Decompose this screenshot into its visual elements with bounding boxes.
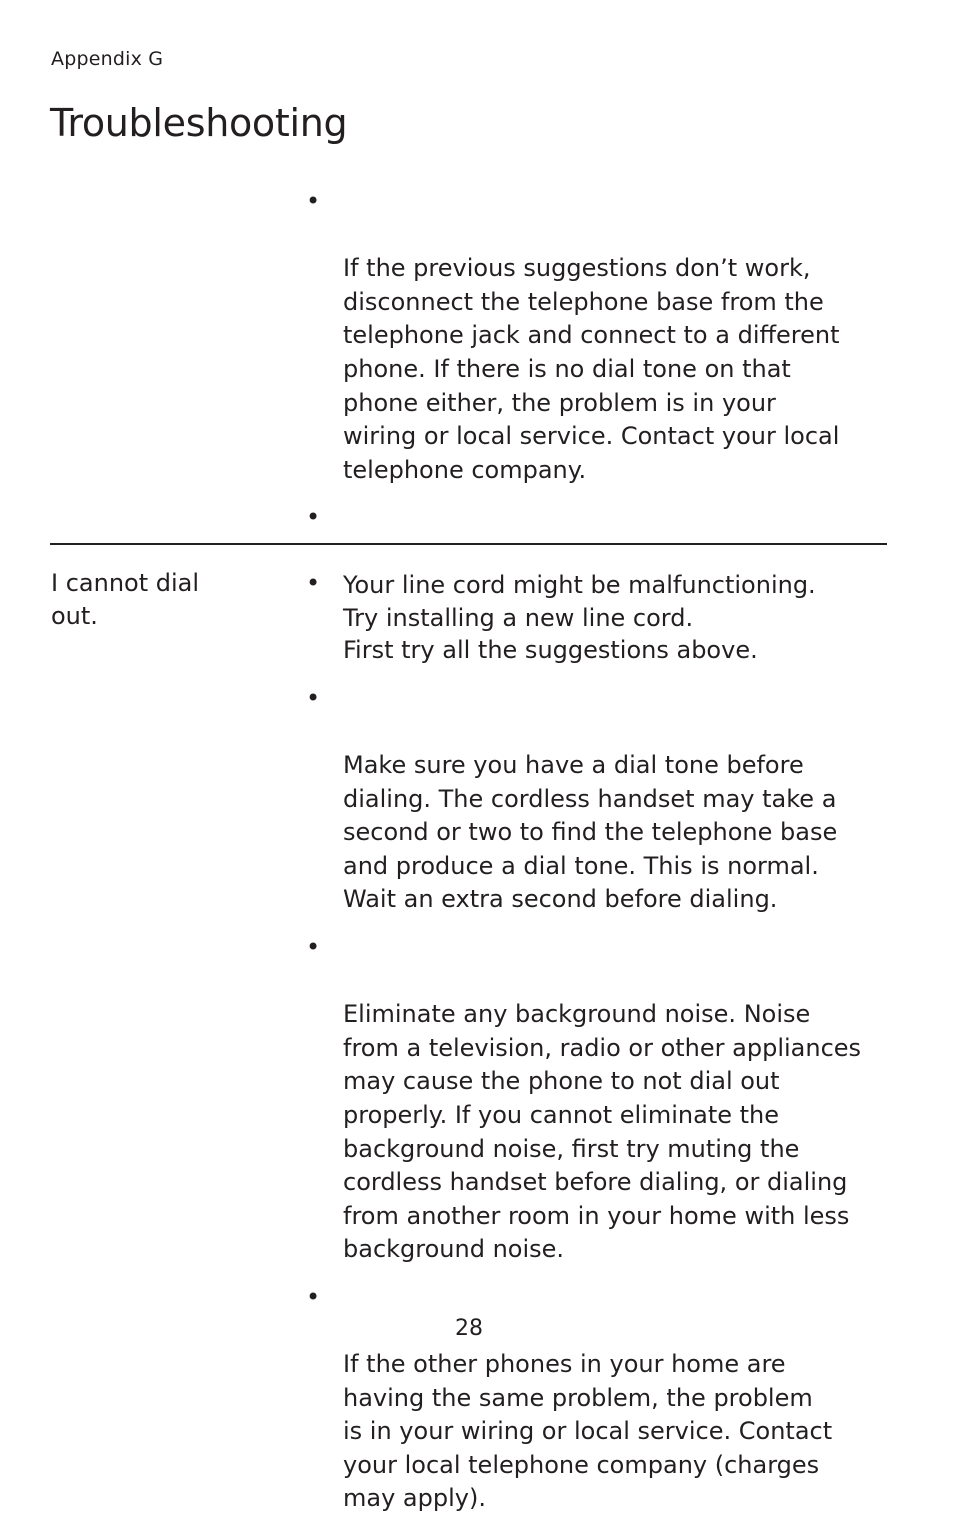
bullet-icon: • xyxy=(306,683,321,712)
bullet-icon: • xyxy=(306,503,321,532)
solution-text: If the other phones in your home are having the same problem, the problem is in your wiring or local service. Contact your local telephone company (charges may apply). xyxy=(343,1350,833,1513)
solution-text: Your line cord might be malfunctioning. Try installing a new line cord. xyxy=(343,570,816,633)
problem-label: I cannot dial out. xyxy=(51,569,200,630)
solutions-list xyxy=(306,567,896,1530)
bullet-icon: • xyxy=(306,932,321,961)
solution-text: Make sure you have a dial tone before dialing. The cordless handset may take a second or two to find the telephone base and produce a dial tone. This is normal. Wait an extra second before dialing. xyxy=(343,750,838,914)
bullet-icon: • xyxy=(306,1282,321,1311)
page-title: Troubleshooting xyxy=(50,101,348,145)
bullet-icon: • xyxy=(306,187,321,215)
appendix-label: Appendix G xyxy=(51,48,164,70)
page-number: 28 xyxy=(455,1316,483,1341)
solution-text: First try all the suggestions above. xyxy=(343,636,758,665)
row-divider xyxy=(50,543,887,545)
solution-text: Eliminate any background noise. Noise from a television, radio or other appliances may cause the phone to not dial out properly. If you cannot eliminate the background noise, first try muting the cordless handset before dialing, or dialing from another room in your home with less background noise. xyxy=(343,1000,862,1264)
list-item xyxy=(306,931,896,1267)
solution-text: If the previous suggestions don’t work, disconnect the telephone base from the telephone jack and connect to a different phone. If there is no dial tone on that phone either, the problem is in your wiring or local service. Contact your local telephone company. xyxy=(343,254,840,484)
list-item xyxy=(306,185,896,487)
bullet-icon: • xyxy=(306,569,321,597)
list-item xyxy=(306,567,896,668)
list-item xyxy=(306,682,896,917)
